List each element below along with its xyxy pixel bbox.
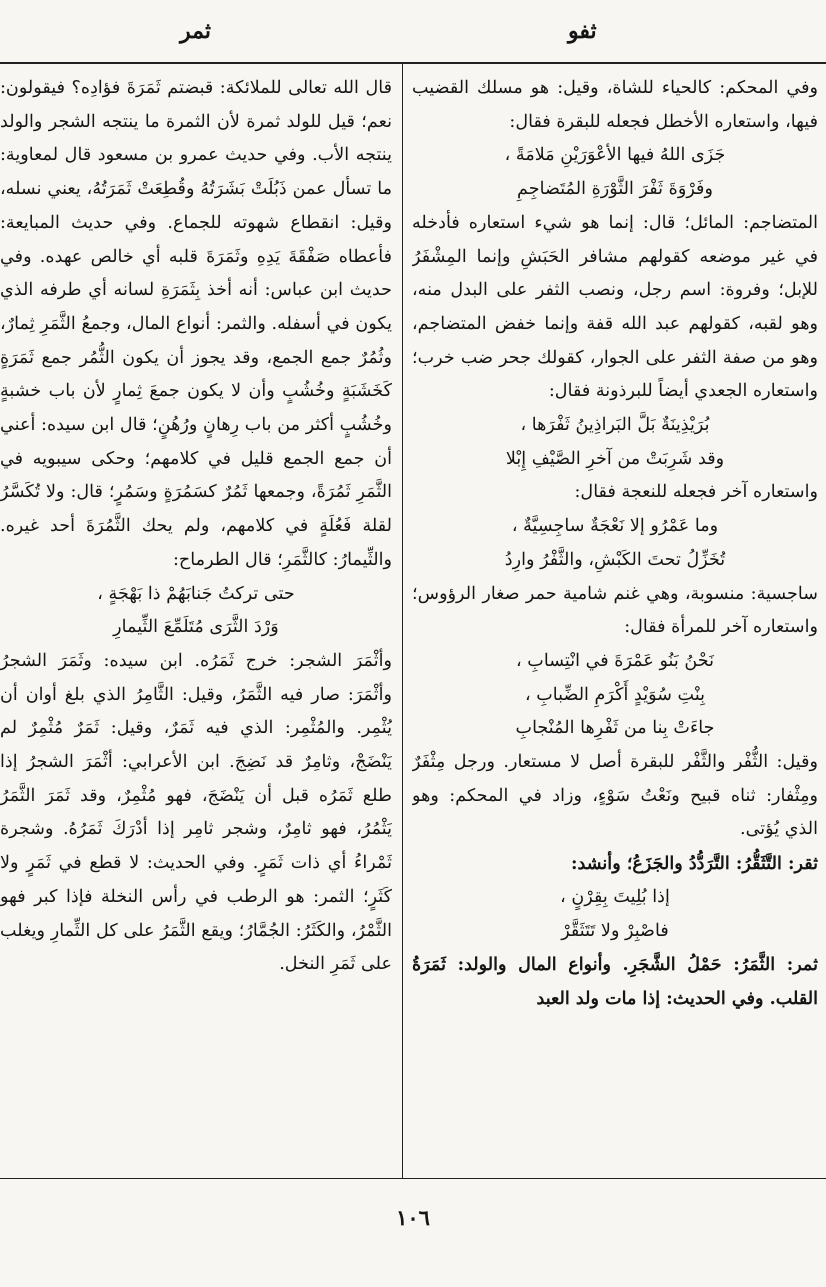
para-text: قال الله تعالى للملائكة: قبضتم ثَمَرَةَ فؤادِه؟ فيقولون: نعم؛ قيل للولد ثمرة لأن الثمرة ما ينتجه الشجر والولد ينتجه الأب. وفي حديث عمرو بن مسعود قال لمعاوية: ما تسأل عمن ذَبُلَتْ بَشَرَتُهُ وقُطِعَتْ ثَمَرَتُهُ، يعني نسله، وقيل: انقطاع شهوته للجماع. وفي حديث المبايعة: فأعطاه صَفْقَةَ يَدِهِ وثَمَرَةَ قلبه أي خالص عهده. وفي حديث ابن عباس: أنه أخذ بِثَمَرَةِ لسانه أي طرفه الذي يكون في أسفله. والثمر: أنواع المال، وجمعُ الثَّمَرِ ثِمارٌ، وثُمُرٌ جمع الجمع، وقد يجوز أن يكون الثُّمُر جمع ثَمَرَةٍ كَخَشَبَةٍ وخُشُبٍ وأن لا يكون جمعَ ثِمارٍ لأن باب خشبةٍ وخُشُبٍ أكثر من باب رِهانٍ ورُهُنٍ؛ قال ابن سيده: أعني أن جمع الجمع قليل في كلامهم؛ وحكى سيبويه في الثَّمَرِ ثَمُرَةً، وجمعها ثَمُرٌ كسَمُرَةٍ وسَمُرٍ؛ قال: ولا تُكَسَّرُ لقلة فَعُلَةٍ في كلامهم، ولم يحك الثَّمُرَةَ أحد غيره. والثِّيمارُ: كالثَّمَرِ؛ قال الطرماح:: [0, 78, 392, 570]
verse-line: وفَرْوَةَ ثَفْرَ الثَّوْرَةِ المُتَضاجِمِ: [517, 179, 713, 200]
para-text: وقيل: الثُّفْر والثَّفْر للبقرة أصل لا مستعار. ورجل مِثْفَرٌ ومِثْفار: ثناه قبيح ونَعْتُ سَوْءٍ، وزاد في المحكم: وهو الذي يُؤتى.: [412, 752, 818, 840]
column-divider: [402, 62, 403, 1178]
para-text: وفي المحكم: كالحياء للشاة، وقيل: هو مسلك القضيب فيها، واستعاره الأخطل فجعله للبقرة فقال:: [412, 78, 818, 132]
verse-line: وقد شَرِبَتْ من آخرِ الصَّيْفِ إِبْلا: [505, 448, 725, 469]
verse-line: تُخَزِّلُ تحتَ الكَبْشِ، والثَّفْرُ وارِدُ: [504, 549, 726, 570]
top-rule: [0, 62, 826, 64]
para-text: وأثْمَرَ الشجر: خرج ثَمَرُه. ابن سيده: وثَمَرَ الشجرُ وأثْمَرَ: صار فيه الثَّمَرُ، وقيل: الثَّامِرُ الذي بلغ أوان أن يُثْمِر. والمُثْمِر: الذي فيه ثَمَرٌ، وقيل: ثَمَرٌ مُثْمِرٌ لم يَنْضَجْ، وثامِرٌ قد نَضِجَ. ابن الأعرابي: أثْمَرَ الشجرُ إذا طلع ثَمَرُه قبل أن يَنْضَجَ، فهو مُثْمِرٌ، وقد ثَمَرَ الثَّمَرُ يَثْمُرُ، فهو ثامِرٌ، وشجر ثامِر إذا أدْرَكَ ثَمَرُهُ. وشجرة ثَمْراءُ أي ذات ثَمَرٍ. وفي الحديث: لا قطع في ثَمَرٍ ولا كَثَرٍ؛ الثمر: هو الرطب في رأس النخلة فإذا كبر فهو الثَّمْرُ، والكَثَرُ: الجُمَّارُ؛ ويقع الثَّمَرُ على كل الثِّمارِ ويغلب على ثَمَرِ النخل.: [0, 650, 392, 975]
entry-headword: ثمر: الثَّمَرُ: حَمْلُ الشَّجَرِ. وأنواع المال والولد: ثَمَرَةُ القلب. وفي الحديث: إذا مات ولد العبد: [412, 954, 818, 1009]
left-column: [0, 72, 392, 1172]
verse-line: نَحْنُ بَنُو عَمْرَةَ في انْتِسابِ ،: [516, 650, 714, 671]
page-number: ١٠٦: [396, 1205, 430, 1230]
para-text: واستعاره آخر فجعله للنعجة فقال:: [574, 482, 818, 503]
right-column: [412, 72, 818, 1172]
verse-line: جاءَتْ بِنا من ثَفْرِها المُنْجابِ: [515, 718, 715, 739]
verse-line: وَرْدَ الثَّرَى مُتَلَمِّعَ الثِّيمارِ: [113, 617, 279, 638]
entry-headword: ثقر: التَّثَقُّرُ: التَّرَدُّدُ والجَزَعُ؛ وأنشد:: [570, 853, 818, 875]
verse-line: بُرَيْذِينَةٌ بَلَّ البَراذِينُ ثَفْرَها ،: [520, 415, 710, 436]
verse-line: حتى تركتُ جَنابَهُمْ ذا بَهْجَةٍ ،: [97, 583, 295, 604]
running-head-left: ثمر: [180, 18, 211, 44]
verse-line: جَزَى اللهُ فيها الأعْوَرَيْنِ مَلامَةً ،: [504, 145, 726, 166]
running-head-right: ثفو: [568, 18, 597, 44]
para-text: ساجسية: منسوبة، وهي غنم شامية حمر صغار الرؤوس؛ واستعاره آخر للمرأة فقال:: [412, 583, 818, 638]
para-text: المتضاجم: المائل؛ قال: إنما هو شيء استعاره فأدخله في غير موضعه كقولهم مشافر الحَبَشِ وإنما المِشْفَرُ للإبل؛ وفروة: اسم رجل، ونصب الثفر على البدل منه، وهو لقبه، كقولهم عبد الله قفة وإنما خفض المتضاجم، وهو من صفة الثفر على الجوار، كقولك جحر ضب خرب؛ واستعاره الجعدي أيضاً للبرذونة فقال:: [412, 212, 818, 402]
verse-line: إذا بُلِيتَ بِقِرْنٍ ،: [560, 886, 670, 907]
verse-line: بِنْتِ سُوَيْدٍ أَكْرَمِ الضِّبابِ ،: [524, 684, 706, 705]
verse-line: وما عَمْرُو إلا نَعْجَةٌ ساجِسِيَّةٌ ،: [511, 516, 719, 537]
bottom-rule: [0, 1178, 826, 1179]
verse-line: فاصْبِرْ ولا تَتَثَقَّرْ: [561, 920, 669, 941]
